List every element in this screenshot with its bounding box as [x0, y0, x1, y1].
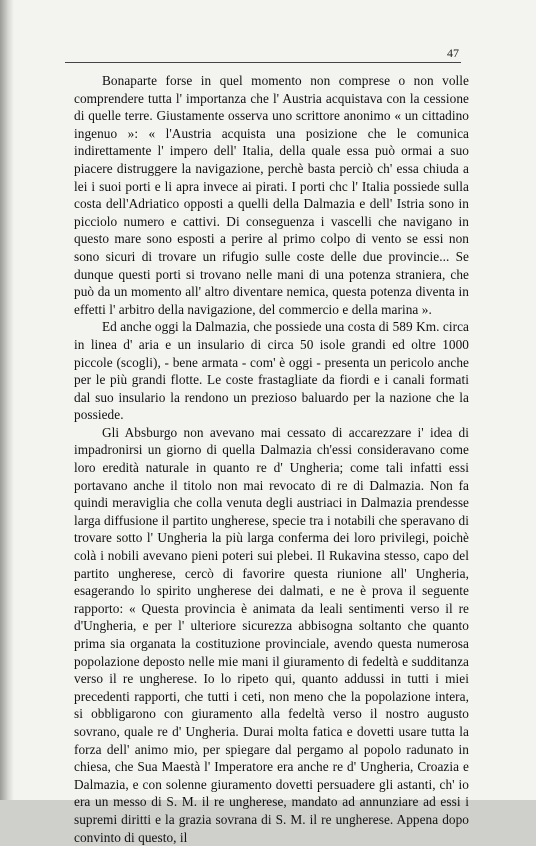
header-rule	[65, 62, 461, 63]
body-text	[74, 72, 469, 846]
page-binding-shadow	[0, 0, 14, 800]
paragraph: Bonaparte forse in quel momento non comprese o non volle comprendere tutta l' importanza che l' Austria acquistava con la cessione di quelle terre. Giustamente osserva uno scrittore anonimo « un cittadino ingenuo »: « l'Austria acquista una posizione che le comunica indirettamente l' impero dell' Italia, della quale essa può ormai a suo piacere distruggere la navigazione, perchè basta perciò ch' essa chiuda a lei i suoi porti e li apra invece ai pirati. I porti chc l' Italia possiede sulla costa dell'Adriatico opposti a quelli della Dalmazia e dell' Istria sono in picciolo numero e cattivi. Di conseguenza i vascelli che navigano in questo mare sono esposti a perire al primo colpo di vento se essi non sono sicuri di trovare un rifugio sulle coste delle due provincie... Se dunque questi porti si trovano nelle mani di una potenza straniera, che può da un momento all' altro diventare nemica, questa potenza diventa in effetti l' arbitro della navigazione, del commercio e della marina ».	[74, 73, 469, 317]
paragraph: Ed anche oggi la Dalmazia, che possiede una costa di 589 Km. circa in linea d' aria e un insulario di circa 50 isole grandi ed oltre 1000 piccole (scogli), - bene armata - com' è oggi - presenta un pericolo anche per le più grandi flotte. Le coste frastagliate da fiordi e i canali formati dal suo insulario la rendono un prezioso baluardo per la nazione che la possiede.	[74, 319, 469, 423]
page-number: 47	[447, 46, 459, 60]
paragraph: Gli Absburgo non avevano mai cessato di accarezzare i' idea di impadronirsi un giorno di quella Dalmazia ch'essi consideravano come loro eredità naturale in quanto re d' Ungheria; come tali infatti essi portavano anche il titolo non mai revocato di re di Dalmazia. Non fa quindi meraviglia che colla venuta degli austriaci in Dalmazia prendesse larga diffusione il partito ungherese, specie tra i notabili che speravano di trovare sotto l' Ungheria la più larga conferma dei loro privilegi, poichè colà i nobili avevano pieni poteri sui plebei. Il Rukavina stesso, capo del partito ungherese, cercò di favorire questa riunione all' Ungheria, esagerando lo spirito ungherese dei dalmati, e ne è prova il seguente rapporto: « Questa provincia è animata da leali sentimenti verso il re d'Ungheria, e per l' ulteriore sicurezza abbisogna soltanto che quanto prima sia organata la costituzione provinciale, avendo questa numerosa popolazione deposto nelle mie mani il giuramento di fedeltà e sudditanza verso il re ungherese. Io lo ripeto qui, quanto addussi in tutti i miei precedenti rapporti, che tutti i ceti, non meno che la popolazione intera, si obbligarono con giuramento alla fedeltà verso il nostro augusto sovrano, quale re d' Ungheria. Durai molta fatica e dovetti usare tutta la forza dell' animo mio, per spiegare dal pergamo al popolo radunato in chiesa, che Sua Maestà l' Imperatore era anche re d' Ungheria, Croazia e Dalmazia, e con solenne giuramento dovetti persuadere gli astanti, ch' io era un messo di S. M. il re ungherese, mandato ad annunziare ad essi i supremi diritti e la grazia sovrana di S. M. il re ungherese. Appena dopo convinto di questo, il	[74, 424, 469, 845]
